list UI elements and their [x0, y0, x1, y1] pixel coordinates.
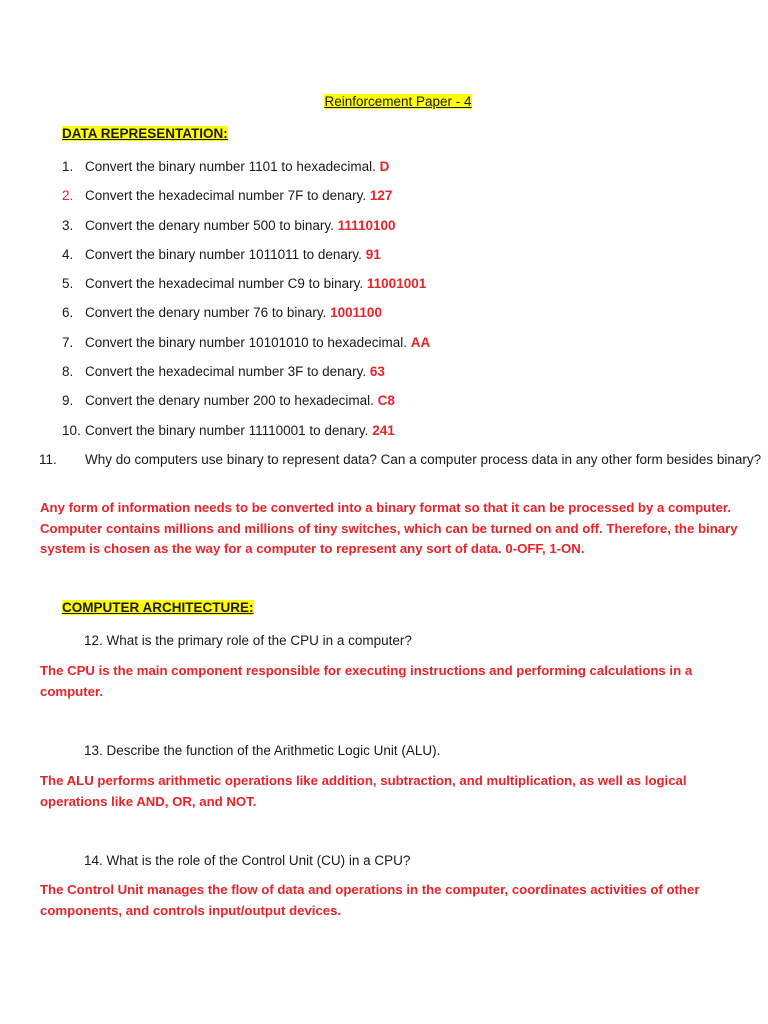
question-7: 7. Convert the binary number 10101010 to hexadecimal. AA — [62, 335, 431, 350]
question-13: 13. Describe the function of the Arithmetic Logic Unit (ALU). — [84, 743, 441, 758]
question-1: 1. Convert the binary number 1101 to hexadecimal. D — [62, 159, 390, 174]
question-8: 8. Convert the hexadecimal number 3F to denary. 63 — [62, 364, 385, 379]
page-title: Reinforcement Paper - 4 — [324, 94, 472, 109]
answer-14: The Control Unit manages the flow of data and operations in the computer, coordinates activities of other components, and controls input/output devices. — [40, 882, 700, 918]
question-9: 9. Convert the denary number 200 to hexadecimal. C8 — [62, 393, 395, 408]
question-11: 11. Why do computers use binary to represent data? Can a computer process data in any other form besides binary? — [39, 452, 762, 467]
answer-11: Any form of information needs to be converted into a binary format so that it can be processed by a computer. Computer contains millions and millions of tiny switches, which can be turned on and off. Therefore, the binary system is chosen as the way for a computer to represent any sort of data. 0-OFF, 1-ON. — [40, 500, 738, 556]
question-4: 4. Convert the binary number 1011011 to denary. 91 — [62, 247, 381, 262]
answer-12: The CPU is the main component responsible for executing instructions and performing calculations in a computer. — [40, 663, 693, 699]
answer-13: The ALU performs arithmetic operations like addition, subtraction, and multiplication, as well as logical operations like AND, OR, and NOT. — [40, 773, 687, 809]
question-6: 6. Convert the denary number 76 to binary. 1001100 — [62, 305, 382, 320]
question-5: 5. Convert the hexadecimal number C9 to binary. 11001001 — [62, 276, 427, 291]
question-12: 12. What is the primary role of the CPU in a computer? — [84, 633, 412, 648]
question-2: 2. Convert the hexadecimal number 7F to denary. 127 — [62, 188, 393, 203]
section-heading-data-representation: DATA REPRESENTATION: — [62, 126, 228, 141]
question-14: 14. What is the role of the Control Unit (CU) in a CPU? — [84, 853, 411, 868]
question-10: 10. Convert the binary number 11110001 to denary. 241 — [62, 423, 395, 438]
section-heading-computer-architecture: COMPUTER ARCHITECTURE: — [62, 600, 254, 615]
question-3: 3. Convert the denary number 500 to binary. 11110100 — [62, 218, 396, 233]
